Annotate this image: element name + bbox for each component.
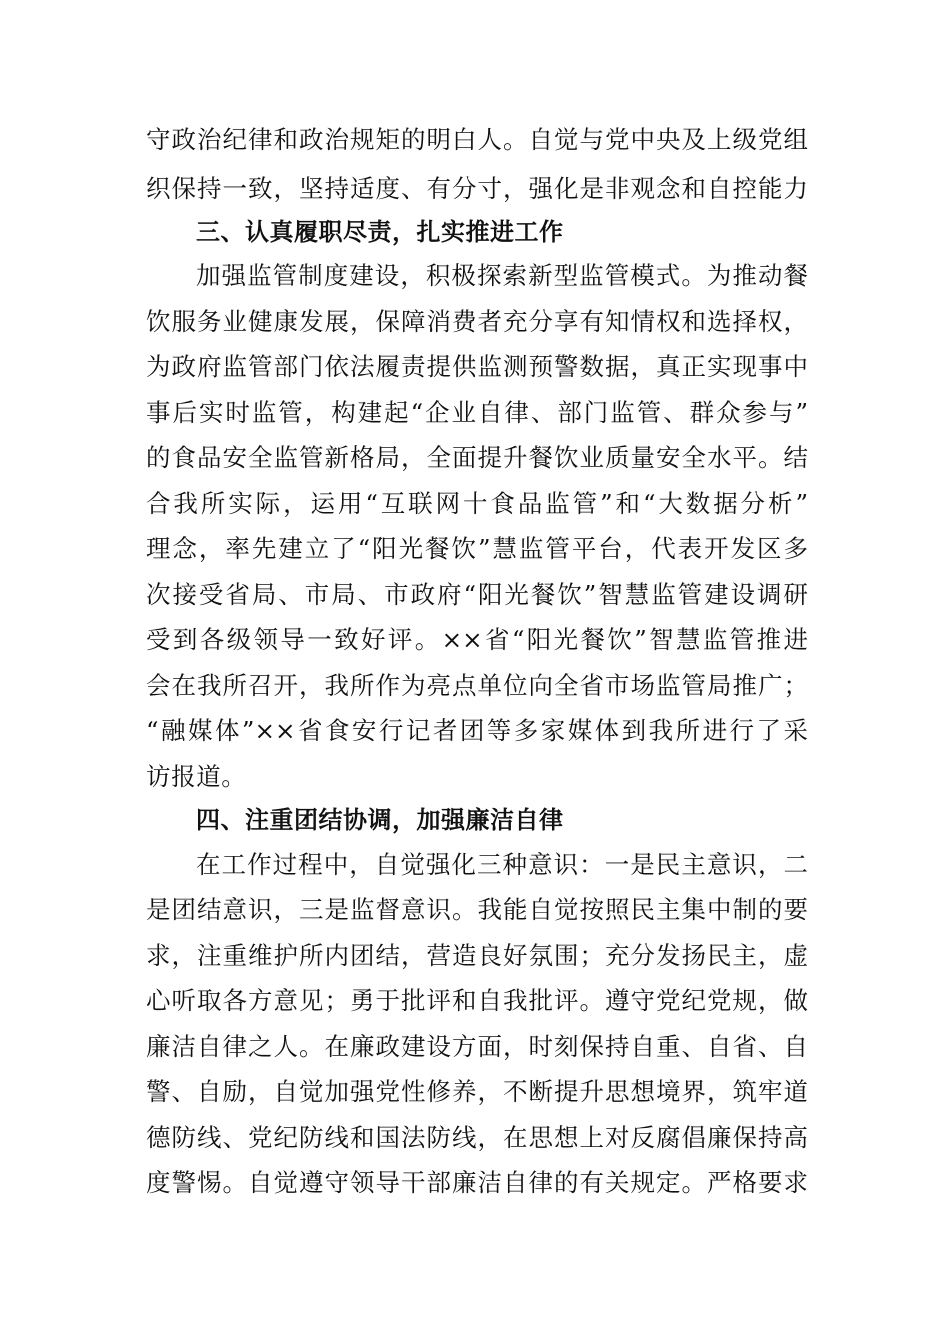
text-line: 理念，率先建立了“阳光餐饮”慧监管平台，代表开发区多 bbox=[146, 534, 808, 563]
section-heading-3: 三、认真履职尽责，扎实推进工作 bbox=[196, 218, 564, 246]
text-line: “融媒体”××省食安行记者团等多家媒体到我所进行了采 bbox=[146, 716, 808, 745]
text-line: 饮服务业健康发展，保障消费者充分享有知情权和选择权， bbox=[146, 307, 808, 336]
text-line: 事后实时监管，构建起“企业自律、部门监管、群众参与” bbox=[146, 398, 808, 427]
text-line: 心听取各方意见；勇于批评和自我批评。遵守党纪党规，做 bbox=[146, 986, 808, 1015]
section-heading-4: 四、注重团结协调，加强廉洁自律 bbox=[196, 806, 564, 834]
text-line: 为政府监管部门依法履责提供监测预警数据，真正实现事中 bbox=[146, 352, 808, 381]
text-line: 警、自励，自觉加强党性修养，不断提升思想境界，筑牢道 bbox=[146, 1077, 808, 1106]
text-line: 加强监管制度建设，积极探索新型监管模式。为推动餐 bbox=[196, 261, 808, 290]
text-line: 度警惕。自觉遵守领导干部廉洁自律的有关规定。严格要求 bbox=[146, 1168, 808, 1197]
text-line: 受到各级领导一致好评。××省“阳光餐饮”智慧监管推进 bbox=[146, 625, 808, 654]
text-line: 访报道。 bbox=[146, 762, 247, 791]
text-line: 织保持一致，坚持适度、有分寸，强化是非观念和自控能力 bbox=[146, 174, 808, 203]
text-line: 的食品安全监管新格局，全面提升餐饮业质量安全水平。结 bbox=[146, 443, 808, 472]
text-line: 是团结意识，三是监督意识。我能自觉按照民主集中制的要 bbox=[146, 895, 808, 924]
text-line: 在工作过程中，自觉强化三种意识：一是民主意识，二 bbox=[196, 850, 808, 879]
text-line: 合我所实际，运用“互联网十食品监管”和“大数据分析” bbox=[146, 489, 808, 518]
text-line: 求，注重维护所内团结，营造良好氛围；充分发扬民主，虚 bbox=[146, 941, 808, 970]
text-line: 德防线、党纪防线和国法防线，在思想上对反腐倡廉保持高 bbox=[146, 1123, 808, 1152]
text-line: 会在我所召开，我所作为亮点单位向全省市场监管局推广； bbox=[146, 671, 808, 700]
text-line: 守政治纪律和政治规矩的明白人。自觉与党中央及上级党组 bbox=[146, 125, 808, 154]
text-line: 次接受省局、市局、市政府“阳光餐饮”智慧监管建设调研 bbox=[146, 580, 808, 609]
text-line: 廉洁自律之人。在廉政建设方面，时刻保持自重、自省、自 bbox=[146, 1032, 808, 1061]
